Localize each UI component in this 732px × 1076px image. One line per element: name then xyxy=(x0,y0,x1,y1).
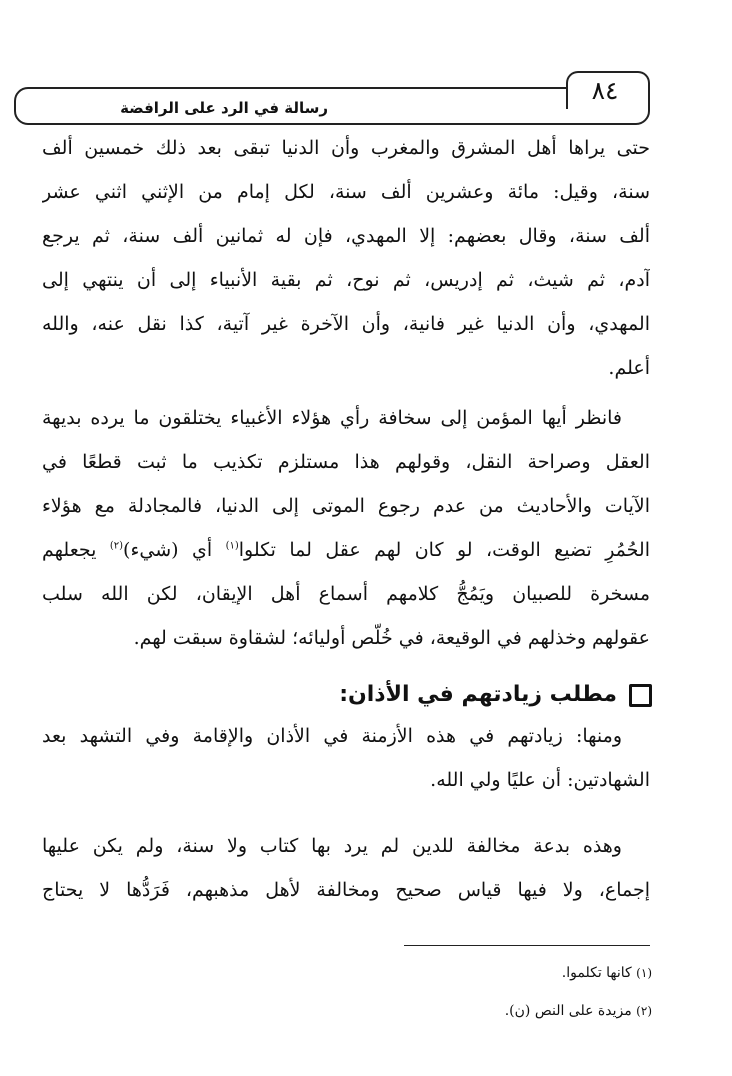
page-number: ٨٤ xyxy=(591,76,619,105)
footnote-text: كانها تكلموا. xyxy=(561,965,632,981)
book-title: رسالة في الرد على الرافضة xyxy=(120,99,328,117)
footnote-text: مزيدة على النص (ن). xyxy=(504,1003,632,1019)
section-title: مطلب زيادتهم في الأذان: xyxy=(339,682,617,707)
footnote-number: (١) xyxy=(636,966,652,980)
paragraph-3 xyxy=(42,714,650,802)
footnote-divider xyxy=(404,945,650,946)
text-line: فانظر أيها المؤمن إلى سخافة رأي هؤلاء الأغبياء يختلقون ما يرده بديهة xyxy=(42,407,622,429)
square-bullet-icon xyxy=(629,684,652,707)
text-segment: الحُمُرِ تضيع الوقت، لو كان لهم عقل لما تكلوا xyxy=(238,539,650,561)
paragraph-1 xyxy=(42,126,650,390)
text-line: إجماع، ولا فيها قياس صحيح ومخالفة لأهل مذهبهم، فَرَدُّها لا يحتاج xyxy=(42,879,650,901)
text-line: حتى يراها أهل المشرق والمغرب وأن الدنيا تبقى بعد ذلك خمسين ألف xyxy=(42,137,650,159)
text-line: العقل وصراحة النقل، وقولهم هذا مستلزم تكذيب ما ثبت قطعًا في xyxy=(42,451,650,473)
text-line: ألف سنة، وقال بعضهم: إلا المهدي، فإن له ثمانين ألف سنة، ثم يرجع xyxy=(42,225,650,247)
paragraph-2 xyxy=(42,396,650,660)
text-line: ومنها: زيادتهم في هذه الأزمنة في الأذان والإقامة وفي التشهد بعد xyxy=(42,725,622,747)
text-line-with-footnote-markers xyxy=(42,528,650,572)
text-line: الآيات والأحاديث من عدم رجوع الموتى إلى الدنيا، فالمجادلة مع هؤلاء xyxy=(42,495,650,517)
footnote-marker-1: (١) xyxy=(225,540,239,552)
text-line: عقولهم وخذلهم في الوقيعة، في خُلّص أوليائه؛ لشقاوة سبقت لهم. xyxy=(133,627,650,649)
text-line: سنة، وقيل: مائة وعشرين ألف سنة، لكل إمام من الإثني اثني عشر xyxy=(42,181,650,203)
text-line: الشهادتين: أن عليًا ولي الله. xyxy=(430,769,650,791)
text-line: المهدي، وأن الدنيا غير فانية، وأن الآخرة غير آتية، كذا نقل عنه، والله xyxy=(42,313,650,335)
paragraph-4 xyxy=(42,824,650,912)
text-segment: أي (شيء) xyxy=(123,539,226,561)
section-heading xyxy=(300,678,652,712)
text-line: مسخرة للصبيان ويَمُجُّ كلامهم أسماع أهل الإيقان، لكن الله سلب xyxy=(42,583,650,605)
text-segment: يجعلهم xyxy=(42,539,110,561)
text-line: آدم، ثم شيث، ثم إدريس، ثم نوح، ثم بقية الأنبياء إلى أن ينتهي إلى xyxy=(42,269,650,291)
footnote-marker-2: (٢) xyxy=(109,540,124,552)
footnote-number: (٢) xyxy=(636,1004,652,1018)
text-line: أعلم. xyxy=(608,357,650,379)
text-line: وهذه بدعة مخالفة للدين لم يرد بها كتاب ولا سنة، ولم يكن عليها xyxy=(42,835,622,857)
footnote-2 xyxy=(300,1000,652,1022)
footnote-1 xyxy=(300,962,652,984)
